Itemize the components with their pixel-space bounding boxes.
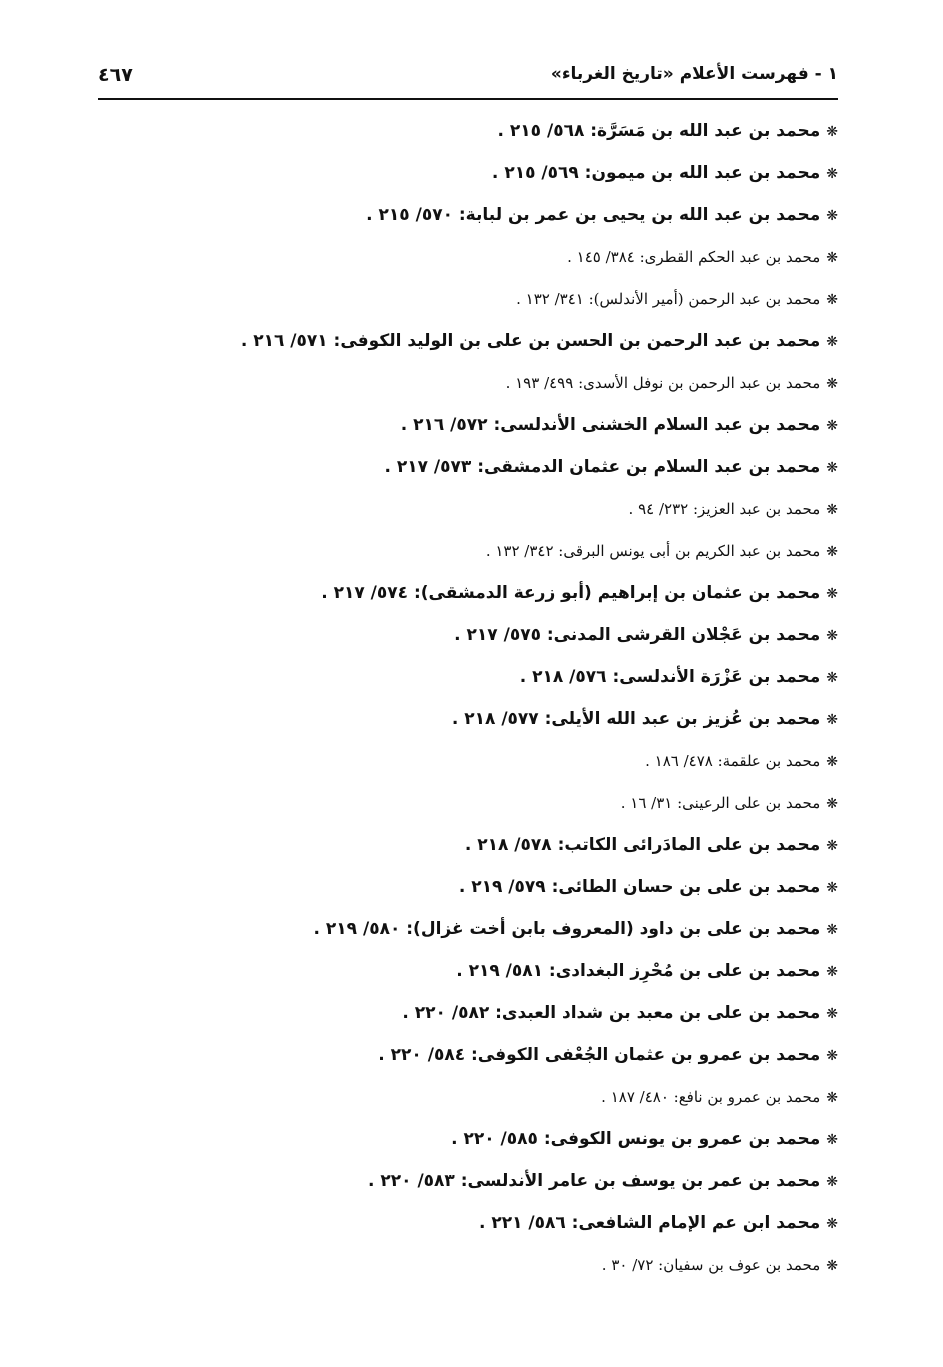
bullet-star-icon: ❋	[826, 922, 838, 938]
index-entry	[150, 992, 838, 1034]
index-entry	[150, 782, 838, 824]
index-entry	[150, 572, 838, 614]
entry-text: محمد بن على بن حسان الطائى: ٥٧٩/ ٢١٩ .	[458, 877, 821, 897]
bullet-star-icon: ❋	[826, 1006, 838, 1022]
bullet-star-icon: ❋	[826, 712, 838, 728]
bullet-star-icon: ❋	[826, 292, 838, 308]
bullet-star-icon: ❋	[826, 1216, 838, 1232]
bullet-star-icon: ❋	[826, 1174, 838, 1190]
index-entry	[150, 1160, 838, 1202]
index-entry	[150, 152, 838, 194]
entry-text: محمد بن عبد العزيز: ٢٣٢/ ٩٤ .	[628, 500, 821, 518]
index-entry	[150, 656, 838, 698]
bullet-star-icon: ❋	[826, 124, 838, 140]
entry-text: محمد بن علقمة: ٤٧٨/ ١٨٦ .	[645, 752, 821, 770]
entry-text: محمد بن عبد الله بن يحيى بن عمر بن لبابة: ٥٧٠/ ٢١٥ .	[366, 205, 821, 225]
index-entry	[150, 908, 838, 950]
index-entry	[150, 1244, 838, 1286]
header-divider	[98, 98, 838, 100]
entry-text: محمد بن عبد الرحمن (أمير الأندلس): ٣٤١/ ١٣٢ .	[516, 290, 821, 308]
entry-text: محمد بن على بن داود (المعروف بابن أخت غزال): ٥٨٠/ ٢١٩ .	[313, 919, 821, 939]
entry-text: محمد بن عمرو بن نافع: ٤٨٠/ ١٨٧ .	[601, 1088, 821, 1106]
bullet-star-icon: ❋	[826, 250, 838, 266]
bullet-star-icon: ❋	[826, 964, 838, 980]
entry-text: محمد بن عُزيز بن عبد الله الأيلى: ٥٧٧/ ٢١٨ .	[451, 709, 821, 729]
entry-text: محمد بن عبد الله بن مَسَرَّة: ٥٦٨/ ٢١٥ .	[497, 121, 821, 141]
index-entry	[150, 110, 838, 152]
entry-text: محمد بن عمرو بن عثمان الجُعْفى الكوفى: ٥٨٤/ ٢٢٠ .	[378, 1045, 821, 1065]
entry-text: محمد بن عثمان بن إبراهيم (أبو زرعة الدمشقى): ٥٧٤/ ٢١٧ .	[321, 583, 821, 603]
entry-text: محمد بن عمر بن يوسف بن عامر الأندلسى: ٥٨٣/ ٢٢٠ .	[368, 1171, 821, 1191]
index-entry	[150, 866, 838, 908]
index-entry	[150, 362, 838, 404]
bullet-star-icon: ❋	[826, 796, 838, 812]
bullet-star-icon: ❋	[826, 628, 838, 644]
index-entry	[150, 320, 838, 362]
index-entry	[150, 950, 838, 992]
entry-text: محمد بن عَزْرَة الأندلسى: ٥٧٦/ ٢١٨ .	[519, 667, 821, 687]
bullet-star-icon: ❋	[826, 208, 838, 224]
index-entry	[150, 530, 838, 572]
entry-text: محمد بن عبد السلام بن عثمان الدمشقى: ٥٧٣/ ٢١٧ .	[384, 457, 821, 477]
bullet-star-icon: ❋	[826, 880, 838, 896]
bullet-star-icon: ❋	[826, 1090, 838, 1106]
entry-text: محمد بن على الرعينى: ٣١/ ١٦ .	[620, 794, 821, 812]
page-number: ٤٦٧	[98, 64, 133, 86]
entry-text: محمد بن على بن معبد بن شداد العبدى: ٥٨٢/ ٢٢٠ .	[402, 1003, 821, 1023]
index-entry	[150, 488, 838, 530]
entry-text: محمد بن عمرو بن يونس الكوفى: ٥٨٥/ ٢٢٠ .	[451, 1129, 821, 1149]
entry-text: محمد بن عبد السلام الخشنى الأندلسى: ٥٧٢/ ٢١٦ .	[400, 415, 821, 435]
index-entry	[150, 1118, 838, 1160]
entry-text: محمد بن عبد الكريم بن أبى يونس البرقى: ٣٤٢/ ١٣٢ .	[485, 542, 821, 560]
bullet-star-icon: ❋	[826, 1258, 838, 1274]
bullet-star-icon: ❋	[826, 1132, 838, 1148]
index-entry	[150, 740, 838, 782]
bullet-star-icon: ❋	[826, 754, 838, 770]
bullet-star-icon: ❋	[826, 166, 838, 182]
index-entry	[150, 278, 838, 320]
running-title: ١ - فهرست الأعلام «تاريخ الغرباء»	[550, 64, 838, 84]
entry-text: محمد بن عبد الرحمن بن الحسن بن على بن الوليد الكوفى: ٥٧١/ ٢١٦ .	[240, 331, 821, 351]
index-entry	[150, 698, 838, 740]
bullet-star-icon: ❋	[826, 376, 838, 392]
entry-text: محمد بن عبد الحكم القطرى: ٣٨٤/ ١٤٥ .	[567, 248, 821, 266]
bullet-star-icon: ❋	[826, 670, 838, 686]
entry-text: محمد بن عبد الله بن ميمون: ٥٦٩/ ٢١٥ .	[491, 163, 821, 183]
entry-text: محمد بن على بن مُحْرِز البغدادى: ٥٨١/ ٢١٩ .	[456, 961, 821, 981]
bullet-star-icon: ❋	[826, 460, 838, 476]
index-entry	[150, 824, 838, 866]
bullet-star-icon: ❋	[826, 334, 838, 350]
bullet-star-icon: ❋	[826, 418, 838, 434]
index-entry	[150, 446, 838, 488]
bullet-star-icon: ❋	[826, 502, 838, 518]
index-entry-list	[150, 110, 838, 1286]
index-entry	[150, 236, 838, 278]
entry-text: محمد ابن عم الإمام الشافعى: ٥٨٦/ ٢٢١ .	[478, 1213, 821, 1233]
bullet-star-icon: ❋	[826, 838, 838, 854]
index-entry	[150, 1076, 838, 1118]
index-entry	[150, 404, 838, 446]
entry-text: محمد بن عبد الرحمن بن نوفل الأسدى: ٤٩٩/ ١٩٣ .	[505, 374, 821, 392]
index-entry	[150, 194, 838, 236]
entry-text: محمد بن عَجْلان القرشى المدنى: ٥٧٥/ ٢١٧ .	[454, 625, 821, 645]
entry-text: محمد بن على المادَرائى الكاتب: ٥٧٨/ ٢١٨ .	[464, 835, 821, 855]
bullet-star-icon: ❋	[826, 544, 838, 560]
index-entry	[150, 614, 838, 656]
page-header	[98, 58, 838, 94]
index-entry	[150, 1202, 838, 1244]
entry-text: محمد بن عوف بن سفيان: ٧٢/ ٣٠ .	[601, 1256, 821, 1274]
bullet-star-icon: ❋	[826, 1048, 838, 1064]
index-entry	[150, 1034, 838, 1076]
bullet-star-icon: ❋	[826, 586, 838, 602]
